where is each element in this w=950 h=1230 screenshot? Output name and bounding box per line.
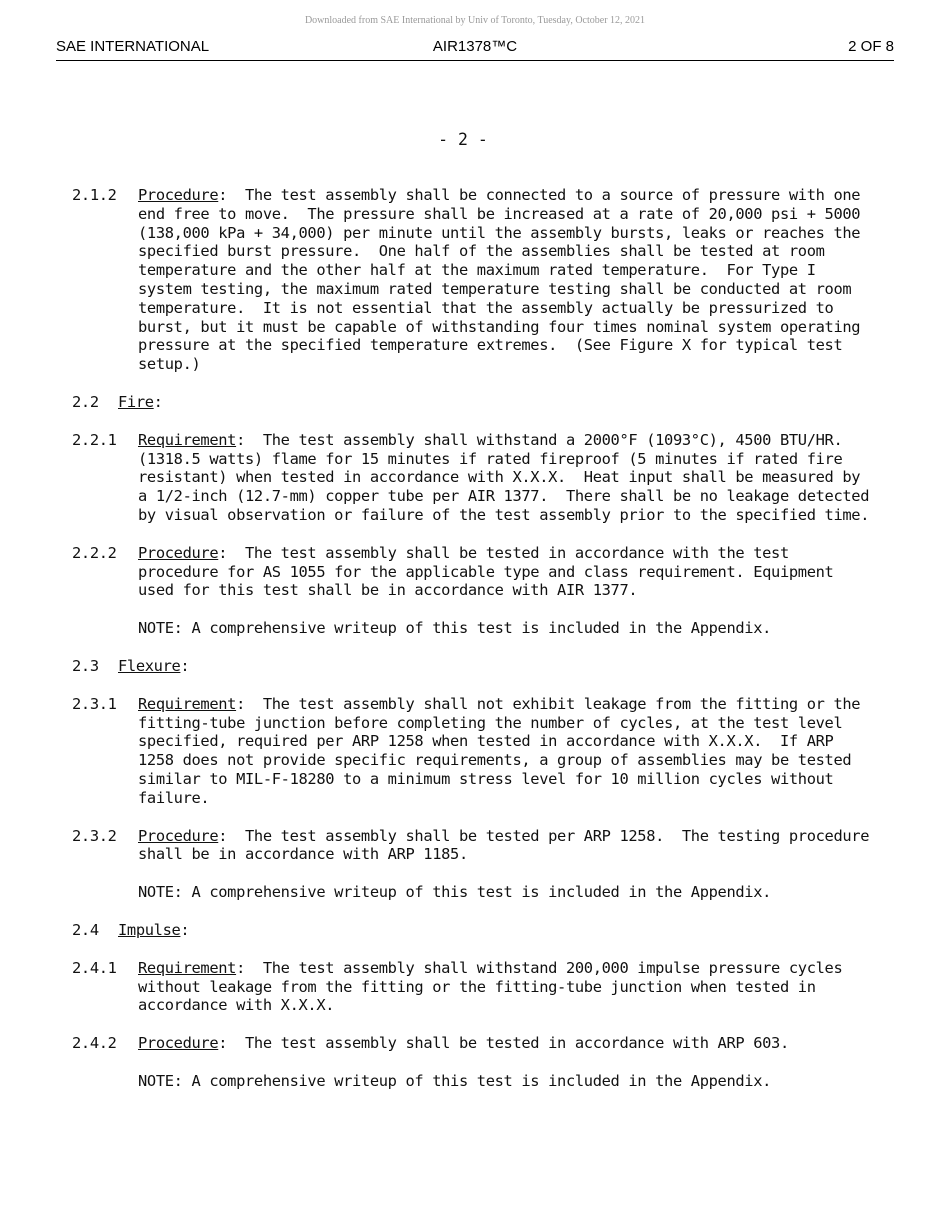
para-number: 2.3.2 [72,826,117,845]
para-heading: Procedure [138,826,219,845]
section-2-3 [72,657,872,676]
para-text: : The test assembly shall not exhibit leakage from the fitting or the fitting-tube junction before completing the number of cycles, at the test level specified, required per ARP 1258 when tested in accordance with X.X.X. If ARP 1258 does not provide specific requirements, a group of assemblies may be tested similar to MIL-F-18280 to a minimum stress level for 10 million cycles without failure. [138,694,870,807]
note-appendix-3: NOTE: A comprehensive writeup of this test is included in the Appendix. [138,1071,772,1090]
para-text: : The test assembly shall be tested in accordance with ARP 603. [218,1034,789,1053]
section-colon: : [180,656,190,675]
para-number: 2.4.2 [72,1034,117,1053]
para-heading: Procedure [138,1034,219,1053]
section-2-4 [72,921,872,940]
para-text: : The test assembly shall be tested in accordance with the test procedure for AS 1055 for the applicable type and class requirement. Equipment used for this test shall be in accordance with AIR 1377. [138,543,843,600]
para-text: : The test assembly shall be tested per ARP 1258. The testing procedure shall be in accordance with ARP 1185. [138,826,879,864]
header-doc-id: AIR1378™C [432,38,518,55]
section-number: 2.2 [72,392,99,411]
note-appendix-1: NOTE: A comprehensive writeup of this test is included in the Appendix. [138,619,772,638]
para-text: : The test assembly shall withstand 200,000 impulse pressure cycles without leakage from the fitting or the fitting-tube junction when tested in accordance with X.X.X. [138,958,852,1015]
para-heading: Procedure [138,186,219,204]
section-title: Impulse [118,920,181,939]
para-2-1-2 [72,186,872,374]
para-2-3-2 [72,826,879,865]
para-number: 2.2.1 [72,430,117,449]
page-header [56,38,894,61]
para-heading: Requirement [138,694,237,713]
para-text: : The test assembly shall withstand a 2000°F (1093°C), 4500 BTU/HR. (1318.5 watts) flame for 15 minutes if rated fireproof (5 minutes if rated fire resistant) when tested in accordance with X.X.X. Heat input shall be measured by a 1/2-inch (12.7-mm) copper tube per AIR 1377. There shall be no leakage detected by visual observation or failure of the test assembly prior to the specified time. [138,430,879,524]
section-number: 2.3 [72,656,99,675]
header-org: SAE INTERNATIONAL [56,38,210,55]
page-number: - 2 - [438,130,488,149]
section-2-2 [72,393,872,412]
section-title: Flexure [118,656,181,675]
document-body [72,186,879,1091]
section-number: 2.4 [72,920,99,939]
section-title: Fire [118,392,154,411]
para-number: 2.4.1 [72,958,117,977]
para-number: 2.1.2 [72,186,117,204]
note-appendix-2: NOTE: A comprehensive writeup of this test is included in the Appendix. [138,883,772,902]
para-heading: Requirement [138,958,237,977]
header-page-count: 2 OF 8 [848,38,894,55]
para-heading: Requirement [138,430,237,449]
para-2-4-1 [72,959,872,1015]
para-2-3-1 [72,695,872,808]
section-colon: : [180,920,190,939]
section-colon: : [153,392,163,411]
para-2-4-2 [72,1034,872,1053]
para-heading: Procedure [138,543,219,562]
para-number: 2.2.2 [72,543,117,562]
para-2-2-1 [72,430,879,525]
para-text: : The test assembly shall be connected to a source of pressure with one end free to move. The pressure shall be increased at a rate of 20,000 psi + 5000 (138,000 kPa + 34,000) per minute until the assembly bursts, leaks or reaches the specified burst pressure. One half of the assemblies shall be tested at room temperature and the other half at the maximum rated temperature. For Type I system testing, the maximum rated temperature testing shall be conducted at room temperature. It is not essential that the assembly actually be pressurized to burst, but it must be capable of withstanding four times nominal system operating pressure at the specified temperature extremes. (See Figure X for typical test setup.) [138,186,870,374]
para-number: 2.3.1 [72,694,117,713]
download-notice: Downloaded from SAE International by Univ of Toronto, Tuesday, October 12, 2021 [304,15,646,26]
para-2-2-2 [72,544,872,600]
